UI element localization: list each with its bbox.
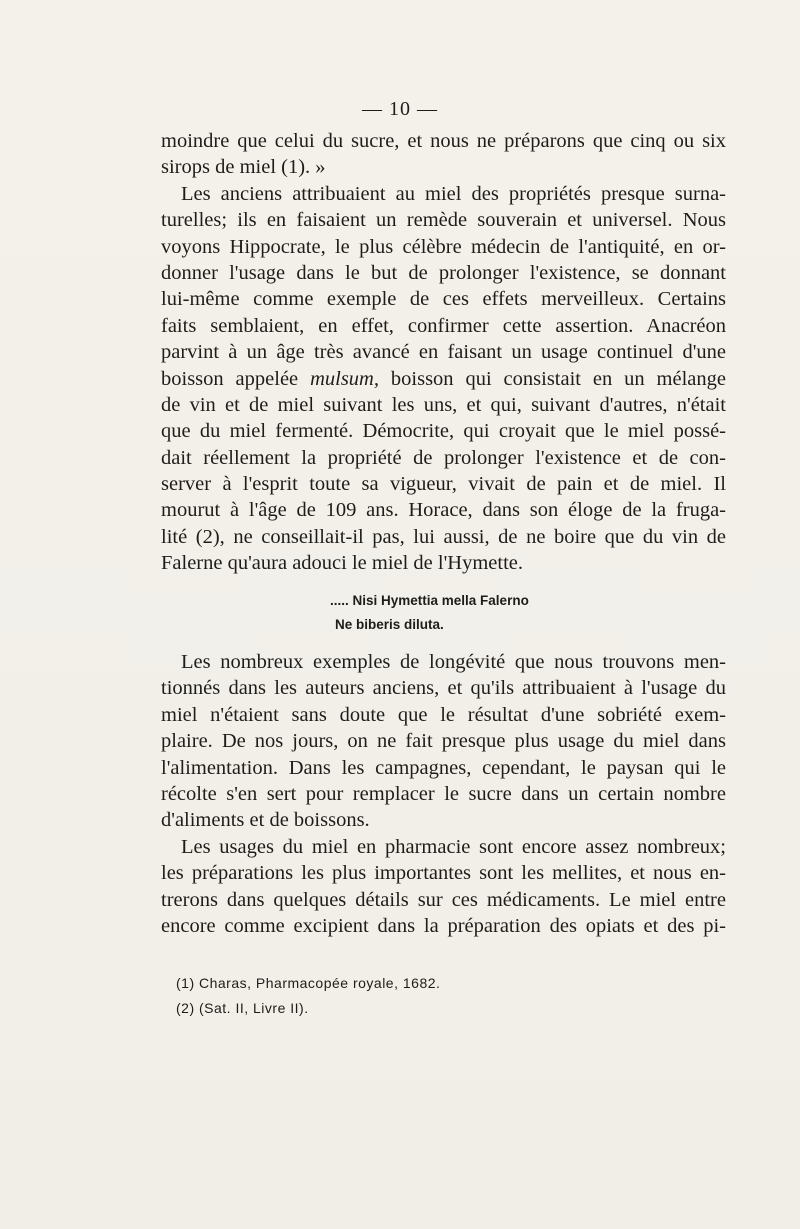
text-line: turelles; ils en faisaient un remède souverain et universel. Nous — [161, 209, 726, 232]
text-line: faits semblaient, en effet, confirmer cette assertion. Anacréon — [161, 314, 726, 337]
text-fragment: boisson qui consistait en un mélange — [378, 367, 726, 390]
mulsum-word: mulsum, — [310, 367, 379, 390]
footnote-1: (1) Charas, Pharmacopée royale, 1682. — [176, 975, 441, 991]
quote-line: ..... Nisi Hymettia mella Falerno — [330, 593, 529, 608]
latin-quote — [330, 589, 650, 637]
text-line: les préparations les plus importantes sont les mellites, et nous en- — [161, 862, 726, 885]
text-line: miel n'étaient sans doute que le résultat d'une sobriété exem- — [161, 703, 726, 726]
text-line: l'alimentation. Dans les campagnes, cependant, le paysan qui le — [161, 756, 726, 779]
quote-line: Ne biberis diluta. — [335, 617, 444, 632]
text-line: trerons dans quelques détails sur ces médicaments. Le miel entre — [161, 888, 726, 911]
footnote-2: (2) (Sat. II, Livre II). — [176, 1000, 309, 1016]
text-line-mulsum — [161, 366, 726, 392]
text-line: mourut à l'âge de 109 ans. Horace, dans son éloge de la fruga- — [161, 499, 726, 522]
text-line: lité (2), ne conseillait-il pas, lui aussi, de ne boire que du vin de — [161, 525, 726, 548]
text-line: moindre que celui du sucre, et nous ne préparons que cinq ou six — [161, 130, 726, 152]
text-line: Les usages du miel en pharmacie sont encore assez nombreux; — [181, 835, 726, 858]
text-line: donner l'usage dans le but de prolonger l'existence, se donnant — [161, 261, 726, 284]
text-line: d'aliments et de boissons. — [161, 809, 370, 832]
paragraph-block-1 — [161, 128, 726, 577]
text-line: Falerne qu'aura adouci le miel de l'Hymette. — [161, 552, 524, 575]
text-line: voyons Hippocrate, le plus célèbre médecin de l'antiquité, en or- — [161, 235, 726, 258]
text-line: dait réellement la propriété de prolonger l'existence et de con- — [161, 446, 726, 469]
text-line: de vin et de miel suivant les uns, et qui, suivant d'autres, n'était — [161, 393, 726, 416]
page-number: — 10 — — [362, 98, 438, 120]
text-line: server à l'esprit toute sa vigueur, vivait de pain et de miel. Il — [161, 473, 726, 496]
text-line: lui-même comme exemple de ces effets merveilleux. Certains — [161, 288, 726, 311]
text-line: tionnés dans les auteurs anciens, et qu'ils attribuaient à l'usage du — [161, 677, 726, 700]
text-line: que du miel fermenté. Démocrite, qui croyait que le miel possé- — [161, 420, 726, 443]
text-line: parvint à un âge très avancé en faisant un usage continuel d'une — [161, 341, 726, 364]
text-line: récolte s'en sert pour remplacer le sucre dans un certain nombre — [161, 782, 726, 805]
text-line: encore comme excipient dans la préparation des opiats et des pi- — [161, 914, 726, 937]
paragraph-block-2 — [161, 649, 726, 939]
text-line: Les nombreux exemples de longévité que nous trouvons men- — [181, 651, 726, 673]
text-line: Les anciens attribuaient au miel des propriétés presque surna- — [181, 182, 726, 205]
text-line: sirops de miel (1). » — [161, 156, 326, 179]
footnotes — [176, 971, 676, 1021]
text-fragment: boisson appelée — [161, 367, 311, 390]
text-line: plaire. De nos jours, on ne fait presque plus usage du miel dans — [161, 730, 726, 753]
